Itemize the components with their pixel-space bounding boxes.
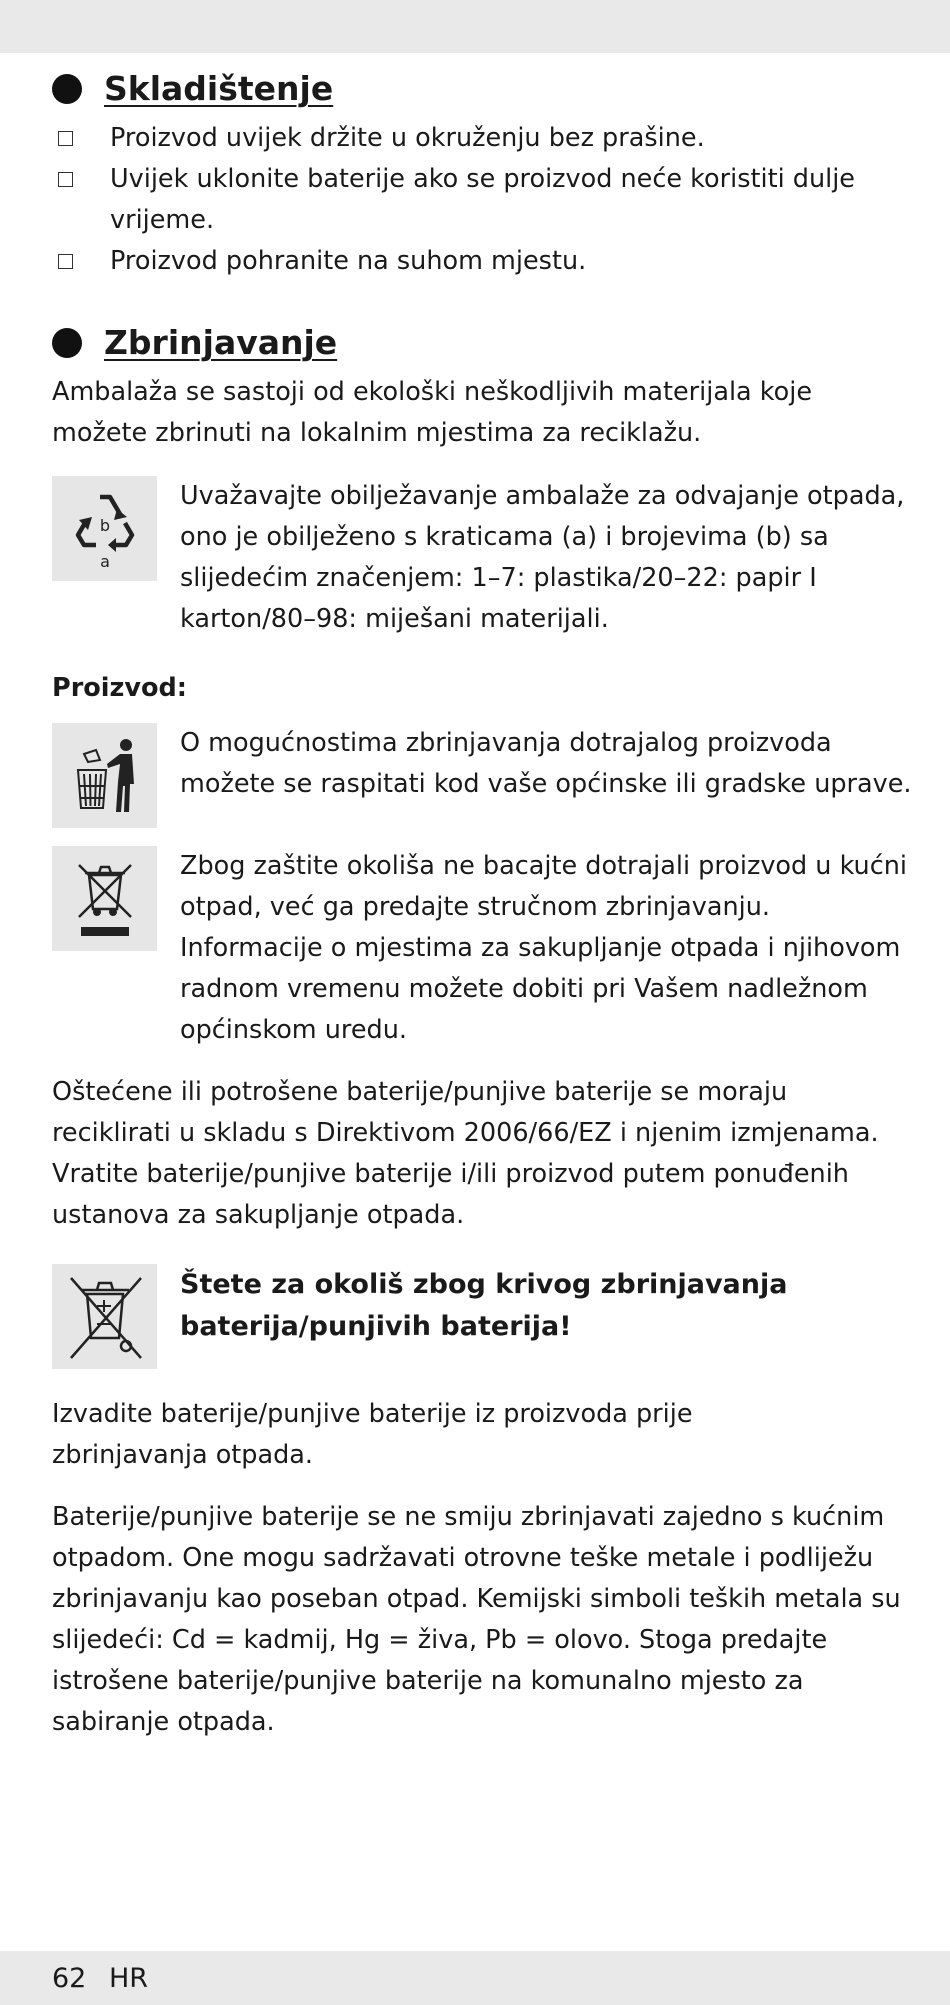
trash-text: O mogućnostima zbrinjavanja dotrajalog proizvoda možete se raspitati kod vaše općinske ili gradske uprave. — [180, 728, 912, 799]
bullet-dot-icon — [52, 328, 82, 358]
heavy-metals-paragraph: Baterije/punjive baterije se ne smiju zbrinjavati zajedno s kućnim otpadom. One mogu sadržavati otrovne teške metale i podliježu zbrinjavanju kao poseban otpad. Kemijski simboli teških metala su slijedeći: Cd = kadmij, Hg = živa, Pb = olovo. Stoga predajte istrošene baterije/punjive baterije na komunalno mjesto za sabiranje otpada. — [52, 1502, 901, 1737]
checkbox-square-icon — [58, 131, 73, 146]
bullet-dot-icon — [52, 74, 82, 104]
storage-heading-text: Skladištenje — [104, 69, 334, 108]
trash-row — [52, 723, 912, 828]
recycle-code-a: a — [99, 551, 110, 571]
storage-heading — [52, 62, 912, 116]
crossed-bin-icon — [52, 846, 157, 951]
top-bar — [0, 0, 950, 53]
page-content — [52, 62, 912, 1743]
recycle-row — [52, 476, 912, 640]
product-label: Proizvod: — [52, 673, 187, 703]
list-item — [52, 118, 912, 159]
disposal-intro: Ambalaža se sastoji od ekološki neškodljivih materijala koje možete zbrinuti na lokalnim mjestima za reciklažu. — [52, 377, 813, 448]
list-item — [52, 159, 912, 241]
battery-warning-text: Štete za okoliš zbog krivog zbrinjavanja baterija/punjivih baterija! — [180, 1269, 788, 1342]
recycle-text: Uvažavajte obilježavanje ambalaže za odvajanje otpada, ono je obilježeno s kraticama (a) i brojevima (b) sa slijedećim značenjem: 1–7: plastika/20–22: papir I karton/80–98: miješani materijali. — [180, 481, 905, 634]
checkbox-square-icon — [58, 172, 73, 187]
list-item-text: Proizvod uvijek držite u okruženju bez prašine. — [110, 123, 705, 153]
crossed-battery-bin-icon — [52, 1264, 157, 1369]
footer — [52, 1963, 148, 1994]
weee-text: Zbog zaštite okoliša ne bacajte dotrajali proizvod u kućni otpad, već ga predajte stručnom zbrinjavanju. Informacije o mjestima za sakupljanje otpada i njihovom radnom vremenu možete dobiti pri Vašem nadležnom općinskom uredu. — [180, 851, 907, 1045]
remove-batteries-paragraph: Izvadite baterije/punjive baterije iz proizvoda prije zbrinjavanja otpada. — [52, 1399, 693, 1470]
list-item-text: Proizvod pohranite na suhom mjestu. — [110, 246, 587, 276]
battery-warning-row — [52, 1264, 912, 1369]
disposal-heading-text: Zbrinjavanje — [104, 323, 338, 362]
storage-list — [52, 118, 912, 282]
disposal-heading — [52, 316, 912, 370]
battery-paragraph: Oštećene ili potrošene baterije/punjive baterije se moraju reciklirati u skladu s Direktivom 2006/66/EZ i njenim izmjenama. Vratite baterije/punjive baterije i/ili proizvod putem ponuđenih ustanova za sakupljanje otpada. — [52, 1077, 879, 1230]
weee-row — [52, 846, 912, 1051]
recycling-symbol-icon — [52, 476, 157, 581]
trash-person-icon — [52, 723, 157, 828]
checkbox-square-icon — [58, 254, 73, 269]
list-item — [52, 241, 912, 282]
page-number: 62 — [52, 1963, 87, 1994]
recycle-code-b: b — [99, 515, 110, 535]
list-item-text: Uvijek uklonite baterije ako se proizvod neće koristiti dulje vrijeme. — [110, 164, 855, 235]
language-code: HR — [108, 1963, 149, 1994]
